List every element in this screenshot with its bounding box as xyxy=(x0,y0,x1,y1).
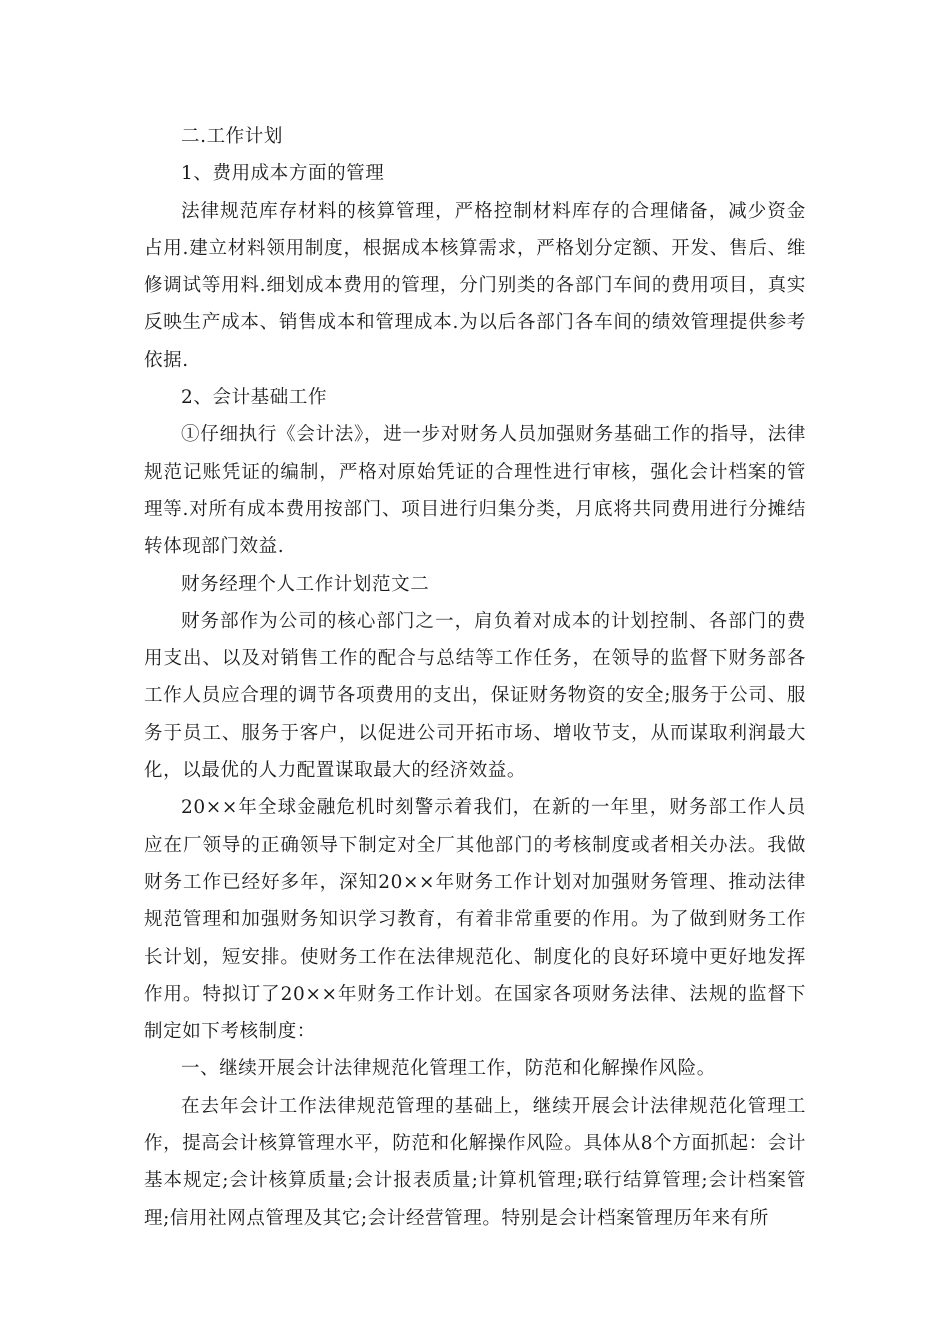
article-title: 财务经理个人工作计划范文二 xyxy=(181,573,430,595)
document-body xyxy=(144,118,806,1237)
section-heading: 一、继续开展会计法律规范化管理工作，防范和化解操作风险。 xyxy=(181,1058,716,1080)
body-paragraph: 法律规范库存材料的核算管理，严格控制材料库存的合理储备，减少资金占用.建立材料领用制度，根据成本核算需求，严格划分定额、开发、售后、维修调试等用料.细划成本费用的管理，分门别类的各部门车间的费用项目，真实反映生产成本、销售成本和管理成本.为以后各部门各车间的绩效管理提供参考依据. xyxy=(144,200,806,371)
body-paragraph: 在去年会计工作法律规范管理的基础上，继续开展会计法律规范化管理工作，提高会计核算管理水平，防范和化解操作风险。具体从8个方面抓起：会计基本规定;会计核算质量;会计报表质量;计算机管理;联行结算管理;会计档案管理;信用社网点管理及其它;会计经营管理。特别是会计档案管理历年来有所 xyxy=(144,1095,806,1229)
subsection-heading: 1、费用成本方面的管理 xyxy=(181,163,385,185)
body-paragraph: 财务部作为公司的核心部门之一，肩负着对成本的计划控制、各部门的费用支出、以及对销售工作的配合与总结等工作任务，在领导的监督下财务部各工作人员应合理的调节各项费用的支出，保证财务物资的安全;服务于公司、服务于员工、服务于客户，以促进公司开拓市场、增收节支，从而谋取利润最大化，以最优的人力配置谋取最大的经济效益。 xyxy=(144,610,806,782)
body-paragraph: 20××年全球金融危机时刻警示着我们，在新的一年里，财务部工作人员应在厂领导的正确领导下制定对全厂其他部门的考核制度或者相关办法。我做财务工作已经好多年，深知20××年财务工作计划对加强财务管理、推动法律规范管理和加强财务知识学习教育，有着非常重要的作用。为了做到财务工作长计划，短安排。使财务工作在法律规范化、制度化的良好环境中更好地发挥作用。特拟订了20××年财务工作计划。在国家各项财务法律、法规的监督下制定如下考核制度： xyxy=(144,797,806,1043)
section-heading: 二.工作计划 xyxy=(181,126,283,147)
subsection-heading: 2、会计基础工作 xyxy=(181,387,328,409)
body-paragraph: ①仔细执行《会计法》，进一步对财务人员加强财务基础工作的指导，法律规范记账凭证的编制，严格对原始凭证的合理性进行审核，强化会计档案的管理等.对所有成本费用按部门、项目进行归集分类，月底将共同费用进行分摊结转体现部门效益. xyxy=(144,424,806,558)
